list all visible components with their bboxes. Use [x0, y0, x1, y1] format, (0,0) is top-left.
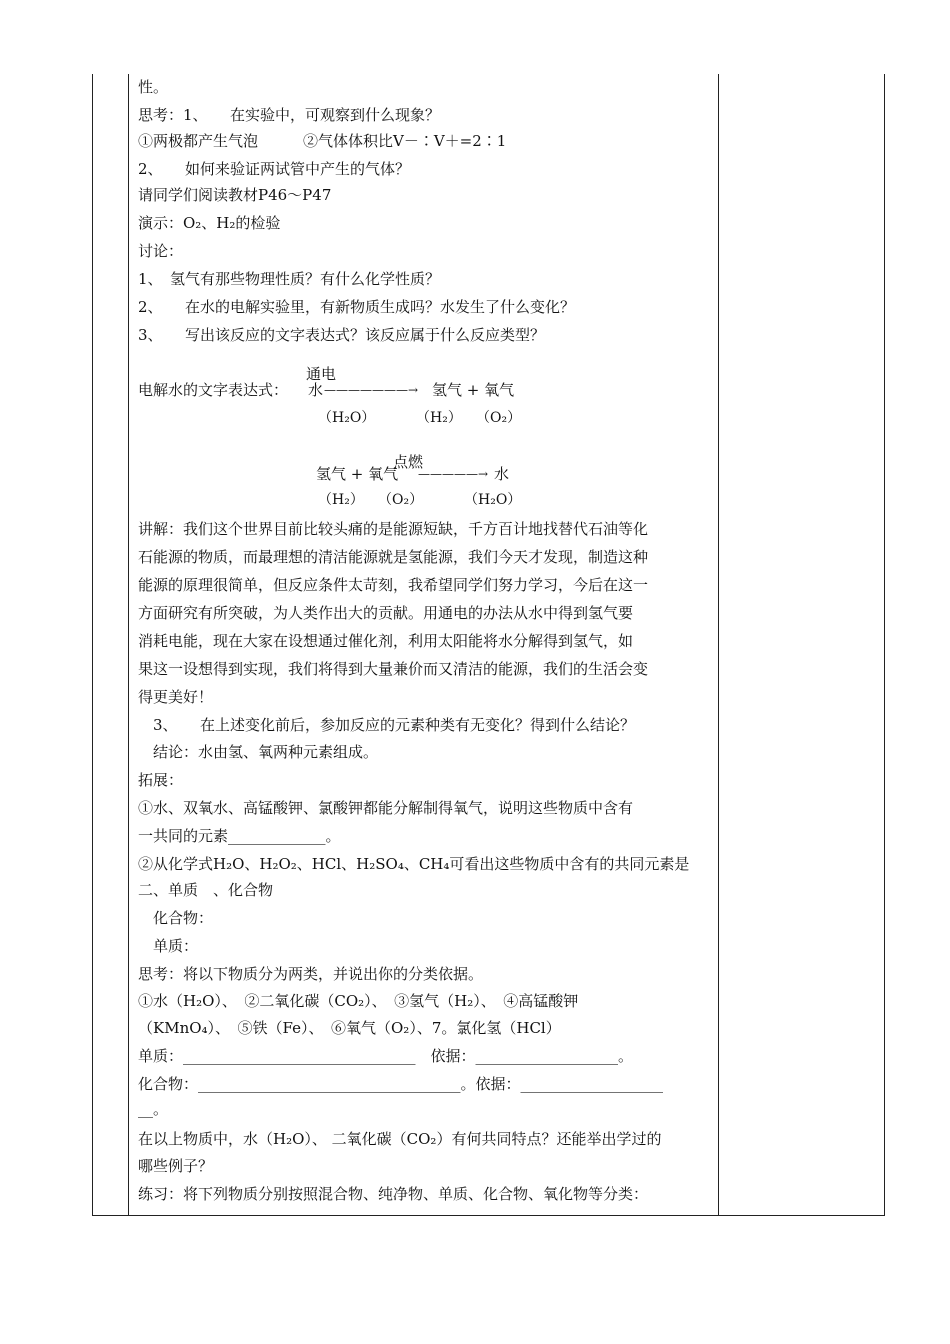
text-line: 方面研究有所突破，为人类作出大的贡献。用通电的办法从水中得到氢气要	[138, 604, 634, 622]
text-line: 石能源的物质，而最理想的清洁能源就是氢能源，我们今天才发现，制造这种	[138, 548, 649, 566]
text-line: 得更美好！	[138, 688, 214, 706]
text-line: 2、 如何来验证两试管中产生的气体？	[138, 160, 411, 178]
text-line: 在以上物质中，水（H₂O）、 二氧化碳（CO₂）有何共同特点？还能举出学过的	[138, 1130, 662, 1148]
eq1-left: 水	[308, 381, 324, 399]
text-line: 请同学们阅读教材P46～P47	[138, 186, 332, 204]
text-line: 1、 氢气有那些物理性质？有什么化学性质？	[138, 270, 441, 288]
text-line: ①水、双氧水、高锰酸钾、氯酸钾都能分解制得氧气，说明这些物质中含有	[138, 799, 634, 817]
text-line: 3、 写出该反应的文字表达式？该反应属于什么反应类型？	[138, 326, 546, 344]
eq1-arrow: ———————→	[324, 383, 419, 397]
text-line: 结论：水由氢、氧两种元素组成。	[138, 743, 379, 761]
column-divider-right	[718, 74, 719, 1216]
eq1-formula-3: （O₂）	[476, 410, 522, 426]
text-line: 3、 在上述变化前后，参加反应的元素种类有无变化？得到什么结论？	[138, 716, 636, 734]
eq2-formula-1: （H₂）	[318, 492, 364, 508]
text-line: 2、 在水的电解实验里，有新物质生成吗？水发生了什么变化？	[138, 298, 576, 316]
text-line: 思考：将以下物质分为两类，并说出你的分类依据。	[138, 965, 484, 983]
eq2-left: 氢气 + 氧气	[316, 465, 399, 483]
text-line: ②从化学式H₂O、H₂O₂、HCl、H₂SO₄、CH₄可看出这些物质中含有的共同元素是	[138, 855, 690, 873]
column-divider-left	[128, 74, 129, 1216]
eq2-condition: 点燃	[393, 453, 424, 471]
text-line: 化合物：	[138, 909, 214, 927]
eq2-formula-3: （H₂O）	[464, 492, 522, 508]
text-line: 拓展：	[138, 771, 184, 789]
text-line: 一共同的元素_____________。	[138, 827, 341, 845]
text-line: 单质：_______________________________ 依据：___________________。	[138, 1047, 634, 1065]
text-line: 演示：O₂、H₂的检验	[138, 214, 281, 232]
eq2-formula-2: （O₂）	[378, 492, 424, 508]
eq1-formula-2: （H₂）	[416, 410, 462, 426]
text-line: 讲解：我们这个世界目前比较头痛的是能源短缺，千方百计地找替代石油等化	[138, 520, 649, 538]
eq1-right: 氢气 + 氧气	[432, 381, 515, 399]
text-line: 能源的原理很简单，但反应条件太苛刻，我希望同学们努力学习，今后在这一	[138, 576, 649, 594]
eq1-label: 电解水的文字表达式：	[138, 381, 289, 399]
text-line: __。	[138, 1100, 169, 1118]
text-line: ①两极都产生气泡 ②气体体积比V－∶V＋=2∶1	[138, 132, 507, 150]
text-line: 化合物：___________________________________。依据：___________________	[138, 1075, 664, 1093]
text-line: 二、单质 、化合物	[138, 881, 274, 899]
text-line: 性。	[138, 78, 169, 96]
eq1-condition: 通电	[306, 365, 337, 383]
text-line: 哪些例子？	[138, 1157, 214, 1175]
text-line: ①水（H₂O）、 ②二氧化碳（CO₂）、 ③氢气（H₂）、 ④高锰酸钾	[138, 992, 579, 1010]
text-line: 果这一设想得到实现，我们将得到大量兼价而又清洁的能源，我们的生活会变	[138, 660, 649, 678]
eq2-right: 水	[494, 465, 510, 483]
text-line: 思考：1、 在实验中，可观察到什么现象？	[138, 106, 441, 124]
eq2-arrow: —————→	[418, 467, 489, 481]
text-line: （KMnO₄）、 ⑤铁（Fe）、 ⑥氧气（O₂）、7。氯化氢（HCl）	[138, 1019, 561, 1037]
text-line: 练习：将下列物质分别按照混合物、纯净物、单质、化合物、氧化物等分类：	[138, 1185, 649, 1203]
text-line: 讨论：	[138, 242, 184, 260]
text-line: 消耗电能，现在大家在设想通过催化剂，利用太阳能将水分解得到氢气，如	[138, 632, 634, 650]
text-line: 单质：	[138, 937, 199, 955]
eq1-formula-1: （H₂O）	[318, 410, 376, 426]
